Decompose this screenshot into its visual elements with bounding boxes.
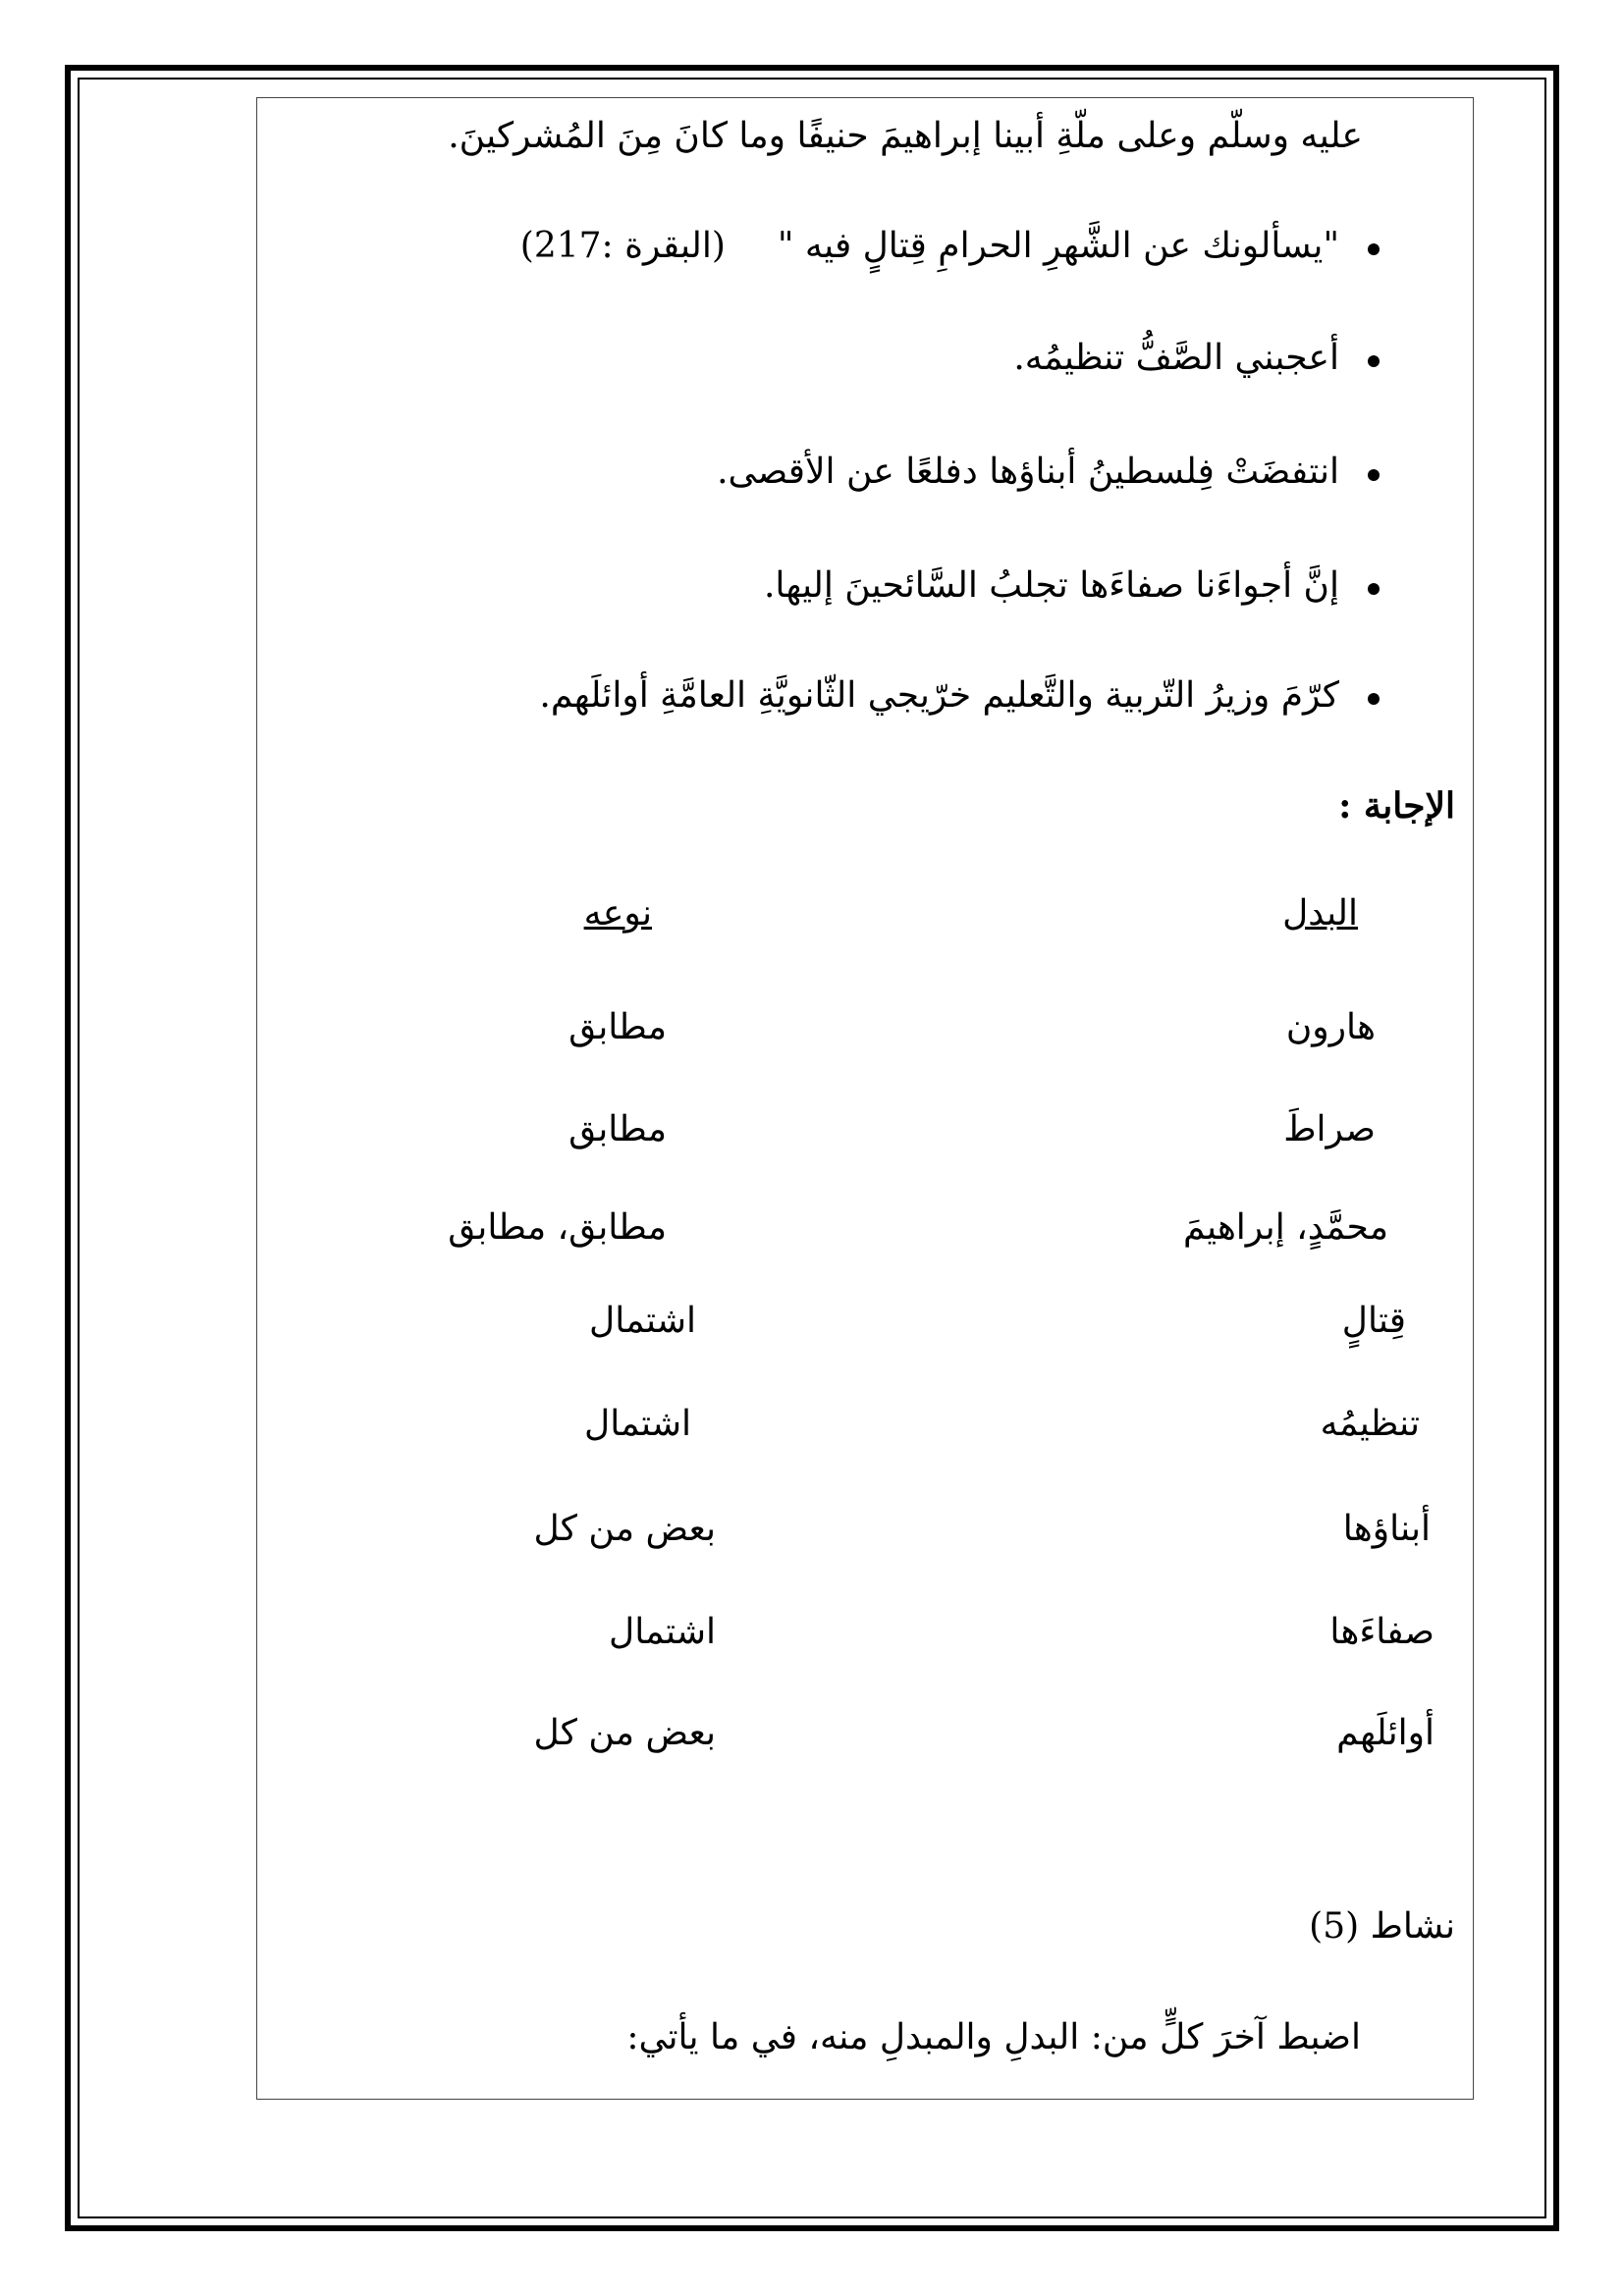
type-cell: مطابق	[568, 1007, 667, 1047]
bullet-dot-icon	[1368, 243, 1380, 255]
type-cell: اشتمال	[609, 1612, 716, 1652]
content-frame	[256, 97, 1474, 2100]
bullet-dot-icon	[1368, 469, 1380, 481]
bullet-text: "يسألونك عن الشَّهرِ الحرامِ قِتالٍ فيه "	[777, 226, 1339, 266]
bullet-text: انتفضَتْ فِلسطينُ أبناؤها دفلعًا عن الأقصى.	[717, 452, 1339, 492]
type-cell: اشتمال	[589, 1301, 696, 1341]
answer-heading: الإجابة :	[1338, 785, 1455, 827]
badal-cell: أبناؤها	[1342, 1509, 1431, 1549]
badal-cell: أوائلَهم	[1336, 1713, 1435, 1753]
badal-cell: محمَّدٍ، إبراهيمَ	[1183, 1207, 1388, 1248]
type-cell: بعض من كل	[533, 1713, 716, 1753]
badal-cell: هارون	[1285, 1007, 1376, 1047]
bullet-dot-icon	[1368, 583, 1380, 595]
activity-title: نشاط (5)	[1309, 1906, 1455, 1947]
type-cell: مطابق	[568, 1109, 667, 1149]
type-cell: بعض من كل	[533, 1509, 716, 1549]
bullet-dot-icon	[1368, 355, 1380, 367]
intro-line: عليه وسلّم وعلى ملّةِ أبينا إبراهيمَ حنيفًا وما كانَ مِنَ المُشركينَ.	[448, 116, 1363, 156]
bullet-text: إنَّ أجواءَنا صفاءَها تجلبُ السَّائحينَ إليها.	[763, 565, 1339, 606]
bullet-dot-icon	[1368, 693, 1380, 705]
bullet-text: كرّمَ وزيرُ التّربية والتَّعليم خرّيجي الثّانويَّةِ العامَّةِ أوائلَهم.	[539, 675, 1339, 716]
badal-cell: تنظيمُه	[1320, 1404, 1420, 1444]
quran-reference: (البقرة :217)	[519, 226, 726, 266]
type-cell: اشتمال	[584, 1404, 691, 1444]
header-badal: البدل	[1282, 893, 1358, 934]
activity-instruction: اضبط آخرَ كلٍّ من: البدلِ والمبدلِ منه، في ما يأتي:	[626, 2017, 1361, 2057]
bullet-text: أعجبني الصَّفُّ تنظيمُه.	[1013, 338, 1339, 378]
badal-cell: صفاءَها	[1329, 1612, 1435, 1652]
badal-cell: قِتالٍ	[1341, 1301, 1406, 1341]
header-type: نوعه	[583, 893, 652, 934]
type-cell: مطابق، مطابق	[448, 1207, 667, 1248]
badal-cell: صراطَ	[1283, 1109, 1376, 1149]
